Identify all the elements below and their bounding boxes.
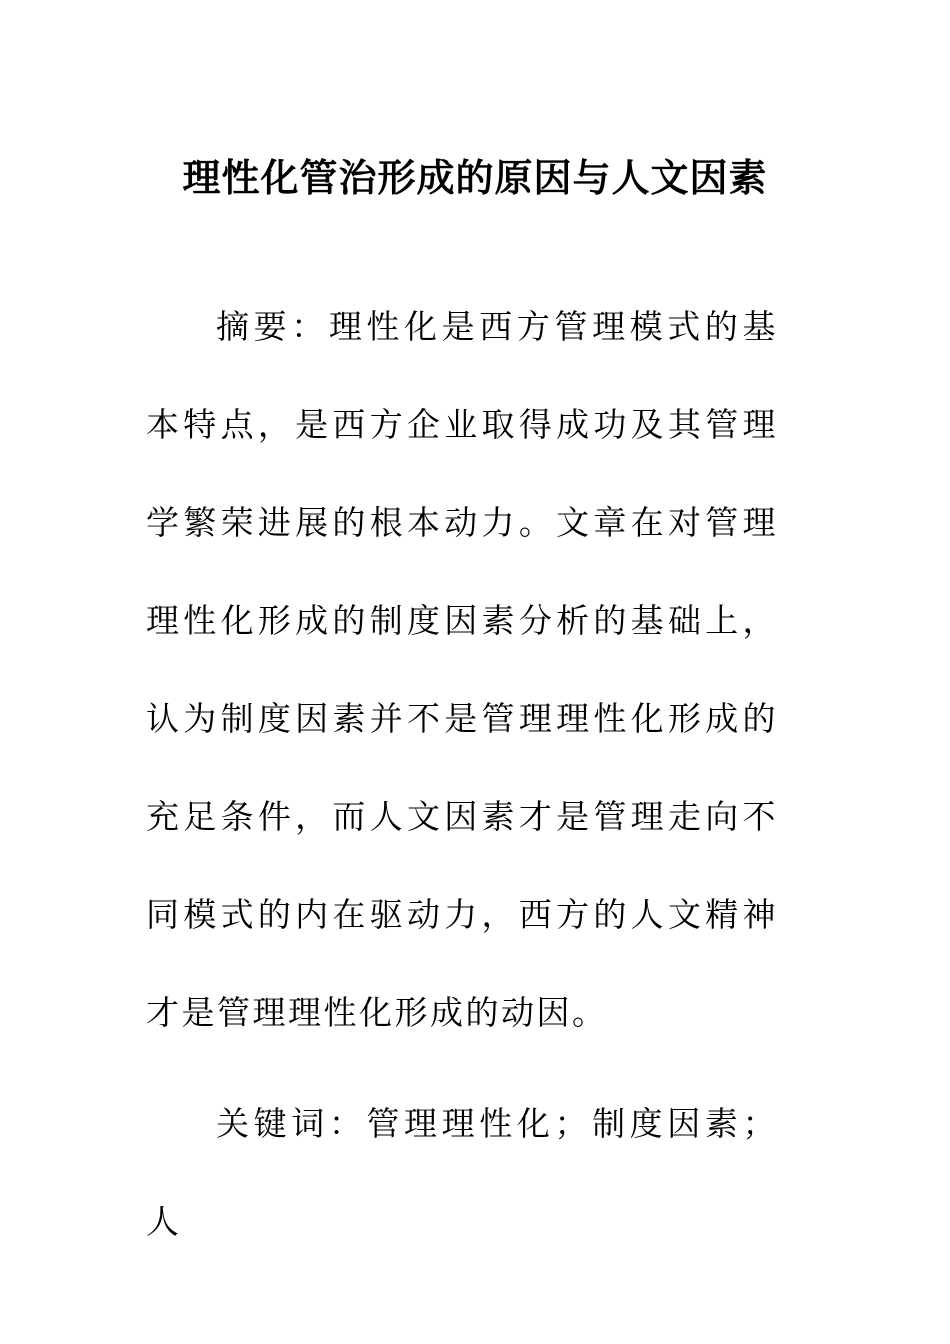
keywords-label: 关键词： xyxy=(216,1104,367,1143)
keywords-paragraph xyxy=(146,1075,778,1271)
abstract-paragraph xyxy=(146,278,778,1062)
abstract-label: 摘要： xyxy=(216,307,329,346)
keywords-text: 管理理性化；制度因素；人 xyxy=(146,1104,779,1241)
document-title: 理性化管治形成的原因与人文因素 xyxy=(182,156,768,201)
abstract-text: 理性化是西方管理模式的基本特点，是西方企业取得成功及其管理学繁荣进展的根本动力。文章在对管理理性化形成的制度因素分析的基础上，认为制度因素并不是管理理性化形成的充足条件，而人文因素才是管理走向不同模式的内在驱动力，西方的人文精神才是管理理性化形成的动因。 xyxy=(146,307,779,1032)
